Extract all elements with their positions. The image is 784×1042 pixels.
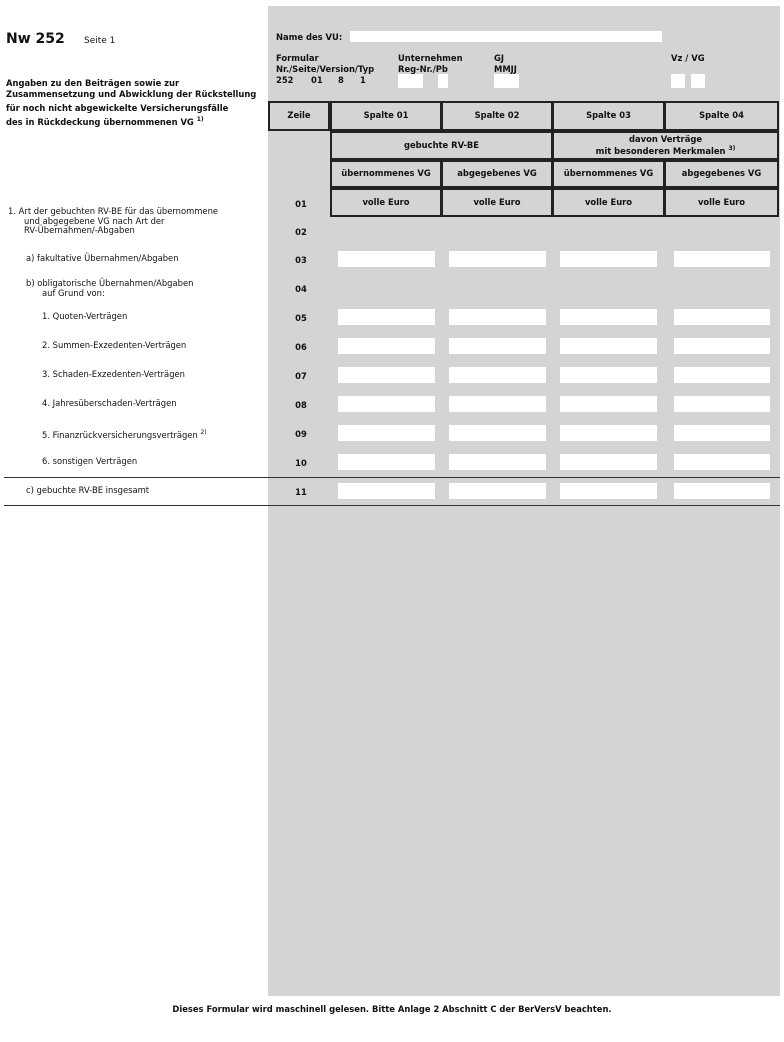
input-cell-r09-c01[interactable] bbox=[338, 425, 435, 441]
row-label-11: c) gebuchte RV-BE insgesamt bbox=[26, 485, 150, 495]
input-cell-r05-c03[interactable] bbox=[560, 309, 657, 325]
input-cell-r09-c03[interactable] bbox=[560, 425, 657, 441]
column-header-02: Spalte 02 bbox=[441, 101, 553, 131]
row-number: 04 bbox=[295, 284, 307, 294]
input-cell-r06-c01[interactable] bbox=[338, 338, 435, 354]
input-cell-r11-c04[interactable] bbox=[674, 483, 770, 499]
input-cell-r06-c02[interactable] bbox=[449, 338, 546, 354]
row-number: 06 bbox=[295, 342, 307, 352]
unit-label: volle Euro bbox=[330, 188, 442, 217]
input-cell-r07-c02[interactable] bbox=[449, 367, 546, 383]
vg-field[interactable] bbox=[691, 74, 705, 88]
row-label-03: a) fakultative Übernahmen/Abgaben bbox=[26, 253, 179, 263]
unternehmen-label: Unternehmen bbox=[398, 53, 463, 63]
input-cell-r03-c01[interactable] bbox=[338, 251, 435, 267]
unit-label: volle Euro bbox=[441, 188, 553, 217]
input-cell-r05-c02[interactable] bbox=[449, 309, 546, 325]
formular-typ: 1 bbox=[360, 75, 366, 85]
row-number: 05 bbox=[295, 313, 307, 323]
row-label-04: b) obligatorische Übernahmen/Abgaben auf Grund von: bbox=[26, 278, 194, 298]
form-id: Nw 252 bbox=[6, 31, 65, 47]
subheader-abgegeben-2: abgegebenes VG bbox=[664, 160, 779, 188]
input-cell-r08-c02[interactable] bbox=[449, 396, 546, 412]
input-cell-r10-c02[interactable] bbox=[449, 454, 546, 470]
footnote-ref: 3) bbox=[728, 145, 736, 153]
column-header-03: Spalte 03 bbox=[552, 101, 665, 131]
input-cell-r10-c03[interactable] bbox=[560, 454, 657, 470]
regnr-field[interactable] bbox=[398, 74, 423, 88]
input-cell-r06-c04[interactable] bbox=[674, 338, 770, 354]
input-cell-r05-c01[interactable] bbox=[338, 309, 435, 325]
group-header-line: davon Verträge bbox=[628, 133, 703, 144]
input-cell-r03-c03[interactable] bbox=[560, 251, 657, 267]
vz-vg-label: Vz / VG bbox=[671, 53, 705, 63]
zeile-header: Zeile bbox=[268, 101, 330, 131]
unit-label: volle Euro bbox=[552, 188, 665, 217]
group-header-gebuchte: gebuchte RV-BE bbox=[330, 131, 553, 160]
unit-label: volle Euro bbox=[664, 188, 779, 217]
intro-line: für noch nicht abgewickelte Versicherungsfälle bbox=[6, 102, 229, 113]
input-cell-r05-c04[interactable] bbox=[674, 309, 770, 325]
vu-name-label: Name des VU: bbox=[276, 32, 343, 42]
input-cell-r07-c01[interactable] bbox=[338, 367, 435, 383]
formular-version: 8 bbox=[338, 75, 344, 85]
footer-note: Dieses Formular wird maschinell gelesen. Bitte Anlage 2 Abschnitt C der BerVersV beachten. bbox=[172, 1004, 612, 1014]
input-cell-r03-c04[interactable] bbox=[674, 251, 770, 267]
input-cell-r11-c01[interactable] bbox=[338, 483, 435, 499]
input-cell-r11-c02[interactable] bbox=[449, 483, 546, 499]
row-label-06: 2. Summen-Exzedenten-Verträgen bbox=[42, 340, 187, 350]
row-number: 09 bbox=[295, 429, 307, 439]
input-cell-r09-c04[interactable] bbox=[674, 425, 770, 441]
input-cell-r08-c01[interactable] bbox=[338, 396, 435, 412]
input-cell-r07-c03[interactable] bbox=[560, 367, 657, 383]
column-header-01: Spalte 01 bbox=[330, 101, 442, 131]
formular-seite: 01 bbox=[311, 75, 323, 85]
total-row-bottom-rule bbox=[4, 505, 780, 506]
input-cell-r09-c02[interactable] bbox=[449, 425, 546, 441]
input-cell-r08-c04[interactable] bbox=[674, 396, 770, 412]
column-header-04: Spalte 04 bbox=[664, 101, 779, 131]
footnote-ref: 2) bbox=[200, 429, 207, 436]
group-header-line: mit besonderen Merkmalen $^{3)}$ bbox=[595, 145, 736, 156]
row-number: 08 bbox=[295, 400, 307, 410]
row-label-05: 1. Quoten-Verträgen bbox=[42, 311, 128, 321]
form-description bbox=[6, 78, 264, 128]
input-cell-r10-c01[interactable] bbox=[338, 454, 435, 470]
page-number: Seite 1 bbox=[84, 36, 116, 46]
row-number: 01 bbox=[295, 199, 307, 209]
gj-field[interactable] bbox=[494, 74, 519, 88]
gj-label: GJ bbox=[494, 53, 504, 63]
input-cell-r06-c03[interactable] bbox=[560, 338, 657, 354]
total-row-top-rule bbox=[4, 477, 780, 478]
subheader-uebernommen-1: übernommenes VG bbox=[330, 160, 442, 188]
row-number: 10 bbox=[295, 458, 307, 468]
subheader-uebernommen-2: übernommenes VG bbox=[552, 160, 665, 188]
row-label-08: 4. Jahresüberschaden-Verträgen bbox=[42, 398, 177, 408]
formular-label: Formular bbox=[276, 53, 319, 63]
input-cell-r08-c03[interactable] bbox=[560, 396, 657, 412]
row-label-10: 6. sonstigen Verträgen bbox=[42, 456, 138, 466]
row-label-01: 1. Art der gebuchten RV-BE für das übernommene und abgegebene VG nach Art der RV-Übernahmen/-Abgaben bbox=[8, 206, 219, 235]
intro-line: Zusammensetzung und Abwicklung der Rückstellung bbox=[6, 89, 257, 100]
row-label-07: 3. Schaden-Exzedenten-Verträgen bbox=[42, 369, 185, 379]
regnr-label: Reg-Nr./Pb bbox=[398, 64, 448, 74]
group-header-besondere bbox=[552, 131, 779, 160]
input-cell-r10-c04[interactable] bbox=[674, 454, 770, 470]
mmjj-label: MMJJ bbox=[494, 64, 517, 74]
formular-sub-label: Nr./Seite/Version/Typ bbox=[276, 64, 375, 74]
row-number: 11 bbox=[295, 487, 307, 497]
vu-name-field[interactable] bbox=[350, 31, 662, 42]
subheader-abgegeben-1: abgegebenes VG bbox=[441, 160, 553, 188]
vz-field[interactable] bbox=[671, 74, 685, 88]
intro-line: Angaben zu den Beiträgen sowie zur bbox=[6, 78, 180, 88]
row-label-09: 5. Finanzrückversicherungsverträgen $^{2)}$ bbox=[42, 429, 207, 440]
input-cell-r07-c04[interactable] bbox=[674, 367, 770, 383]
intro-line: des in Rückdeckung übernommenen VG $^{1)}$ bbox=[6, 115, 204, 127]
input-cell-r03-c02[interactable] bbox=[449, 251, 546, 267]
row-number: 03 bbox=[295, 255, 307, 265]
pb-field[interactable] bbox=[438, 74, 448, 88]
footnote-ref: 1) bbox=[196, 115, 204, 123]
row-number: 02 bbox=[295, 227, 307, 237]
input-cell-r11-c03[interactable] bbox=[560, 483, 657, 499]
row-number: 07 bbox=[295, 371, 307, 381]
formular-nr: 252 bbox=[276, 75, 294, 85]
